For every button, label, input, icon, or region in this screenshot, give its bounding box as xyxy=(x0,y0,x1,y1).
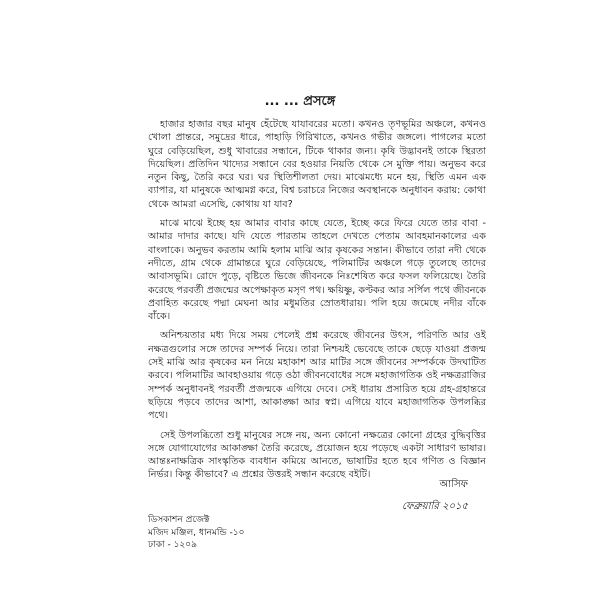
signature-block xyxy=(402,474,468,518)
signature-date: ফেব্রুয়ারি ২০১৫ xyxy=(402,501,468,512)
paragraph-2: মাঝে মাঝে ইচ্ছে হয় আমার বাবার কাছে যেতে, ইচ্ছে করে ফিরে যেতে তার বাবা - আমার দাদার কাছে। যদি যেতে পারতাম তাহলে দেখতে পেতাম আবহমানকালের এক বাংলাকে। অনুভব করতাম আমি হলাম মাঝি আর কৃষকের সন্তান। কীভাবে তারা নদী থেকে নদীতে, গ্রাম থেকে গ্রামান্তরে ঘুরে বেড়িয়েছে, পলিমাটির অঞ্চলে গড়ে তুলেছে তাদের আবাসভূমি। রোদে পুড়ে, বৃষ্টিতে ভিজে জীবনকে নিঃশেষিত করে ফসল ফলিয়েছে। তৈরি করেছে পরবর্তী প্রজন্মের অপেক্ষাকৃত মসৃণ পথ। ক্ষয়িষ্ণু, কণ্টকর আর সর্পিল পথে জীবনকে প্রবাহিত করেছে পদ্মা মেঘনা আর মধুমতির স্রোতধারায়। পলি হয়ে জমেছে নদীর বাঁকে বাঁকে। xyxy=(148,218,486,323)
preface-body xyxy=(148,118,486,488)
address-line-3: ঢাকা - ১২০৯ xyxy=(148,540,197,550)
page-title: ... ... প্রসঙ্গে xyxy=(264,94,336,109)
paragraph-4: সেই উপলব্ধিতো শুধু মানুষের সঙ্গে নয়, অন্য কোনো নক্ষত্রের কোনো গ্রহের বুদ্ধিবৃত্তির সঙ্গে যোগাযোগের আকাঙ্ক্ষা তৈরি করেছে, প্রয়োজন হয়ে পড়েছে একটা সাধারণ ভাষার। আন্তঃনাক্ষত্রিক সাংস্কৃতিক ব্যবধান কমিয়ে আনতে, ভাষাটির হতে হবে গণিত ও বিজ্ঞান নির্ভর। কিন্তু কীভাবে? এ প্রশ্নের উত্তরই সন্ধান করেছে বইটি। xyxy=(148,429,486,481)
author-name: আসিফ xyxy=(439,479,468,490)
address-line-2: মজিদ মঞ্জিল, ধানমন্ডি -১০ xyxy=(148,527,245,538)
address-block xyxy=(148,514,245,552)
address-line-1: ডিসকাশন প্রজেক্ট xyxy=(148,515,210,525)
paragraph-3: অনিশ্চয়তার মধ্য দিয়ে সময় পেলেই প্রশ্ন করেছে জীবনের উৎস, পরিণতি আর ওই নক্ষত্রগুলোর সঙ্গে তাদের সম্পর্ক নিয়ে। তারা নিশ্চয়ই ভেবেছে তাকে ছেড়ে যাওয়া প্রজন্ম সেই মাঝি আর কৃষকের মন নিয়ে মহাকাশ আর মাটির সঙ্গে জীবনের সম্পর্ককে উদঘাটিত করবে। পলিমাটির আবহাওয়ায় গড়ে ওঠা জীবনবোধের সঙ্গে মহাজাগতিক ওই নক্ষত্ররাজির সম্পর্ক অনুধাবনই পরবর্তী প্রজন্মকে এগিয়ে দেবে। সেই ধারায় প্রসারিত হয়ে গ্রহ-গ্রহান্তরে ছড়িয়ে পড়বে তাদের আশা, আকাঙ্ক্ষা আর স্বপ্ন। এগিয়ে যাবে মহাজাগতিক উপলব্ধির পথে। xyxy=(148,330,486,422)
paragraph-1: হাজার হাজার বছর মানুষ হেঁটেছে যাযাবরের মতো। কখনও তৃণভূমির অঞ্চলে, কখনও খোলা প্রান্তরে, সমুদ্রের ধারে, পাহাড়ি গিরিখাতে, কখনও গভীর জঙ্গলে। পাগলের মতো ঘুরে বেড়িয়েছিল, শুধু খাবারের সন্ধানে, টিকে থাকার জন্য। কৃষি উদ্ভাবনই তাকে স্থিরতা দিয়েছিল। প্রতিদিন খাদ্যের সন্ধানে বের হওয়ার নিয়তি থেকে সে মুক্তি পায়। অনুভব করে নতুন কিছু, তৈরি করে ঘর। ঘর স্থিতিশীলতা দেয়। মাঝেমধ্যে মনে হয়, স্থিতি এমন এক ব্যাপার, যা মানুষকে আত্মমগ্ন করে, বিশ্ব চরাচরে নিজের অবস্থানকে অনুধাবন করায়: কোথা থেকে আমরা এসেছি, কোথায় যা যাব? xyxy=(148,119,486,210)
